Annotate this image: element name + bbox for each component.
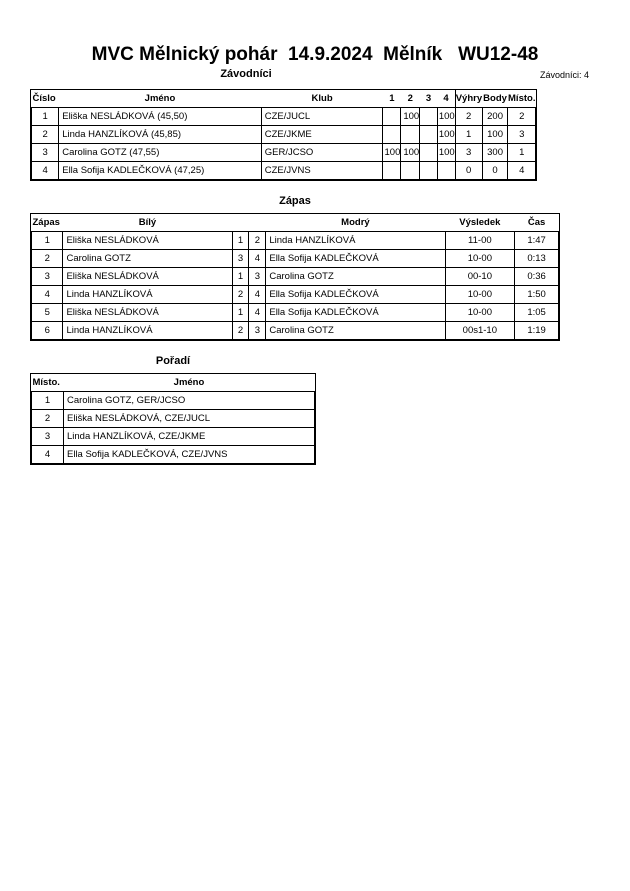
- table-row: [32, 268, 559, 286]
- blue-number: 4: [249, 250, 266, 268]
- white-competitor: Eliška NESLÁDKOVÁ: [63, 268, 232, 286]
- ranking-table: [31, 374, 315, 464]
- col-result: Výsledek: [445, 214, 515, 232]
- competitor-points: 300: [482, 144, 508, 162]
- round-4-score: 100: [437, 126, 455, 144]
- match-result: 11-00: [445, 232, 515, 250]
- round-3-score: [420, 108, 438, 126]
- table-row: [32, 108, 536, 126]
- match-time: 0:13: [515, 250, 559, 268]
- col-number: Číslo: [32, 90, 59, 108]
- match-result: 00s1-10: [445, 322, 515, 340]
- match-result: 00-10: [445, 268, 515, 286]
- blue-competitor: Ella Sofija KADLEČKOVÁ: [266, 286, 445, 304]
- rank-name: Ella Sofija KADLEČKOVÁ, CZE/JVNS: [63, 446, 314, 464]
- white-competitor: Eliška NESLÁDKOVÁ: [63, 232, 232, 250]
- competitor-club: GER/JCSO: [261, 144, 383, 162]
- round-4-score: 100: [437, 108, 455, 126]
- competitor-name: Eliška NESLÁDKOVÁ (45,50): [59, 108, 262, 126]
- col-blue: Modrý: [266, 214, 445, 232]
- col-white: Bílý: [63, 214, 232, 232]
- competitor-name: Carolina GOTZ (47,55): [59, 144, 262, 162]
- match-number: 5: [32, 304, 63, 322]
- match-result: 10-00: [445, 250, 515, 268]
- col-points: Body: [482, 90, 508, 108]
- white-number: 1: [232, 268, 249, 286]
- col-place: Místo.: [508, 90, 536, 108]
- round-4-score: 100: [437, 144, 455, 162]
- round-1-score: [383, 108, 401, 126]
- matches-heading: Zápas: [279, 195, 311, 207]
- competitor-number: 4: [32, 162, 59, 180]
- competitors-heading: Závodníci: [220, 68, 272, 80]
- competitor-points: 0: [482, 162, 508, 180]
- competitor-name: Linda HANZLÍKOVÁ (45,85): [59, 126, 262, 144]
- table-row: [32, 446, 315, 464]
- ranking-heading: Pořadí: [155, 355, 191, 367]
- col-name: Jméno: [63, 374, 314, 392]
- rank-place: 1: [32, 392, 64, 410]
- competitor-club: CZE/JKME: [261, 126, 383, 144]
- round-2-score: [401, 162, 420, 180]
- table-row: [32, 250, 559, 268]
- blue-competitor: Ella Sofija KADLEČKOVÁ: [266, 250, 445, 268]
- blue-competitor: Carolina GOTZ: [266, 268, 445, 286]
- rank-name: Carolina GOTZ, GER/JCSO: [63, 392, 314, 410]
- table-row: [32, 392, 315, 410]
- col-place: Místo.: [32, 374, 64, 392]
- col-name: Jméno: [59, 90, 262, 108]
- col-club: Klub: [261, 90, 383, 108]
- match-number: 4: [32, 286, 63, 304]
- table-row: [32, 162, 536, 180]
- round-2-score: 100: [401, 108, 420, 126]
- competitor-points: 200: [482, 108, 508, 126]
- match-number: 2: [32, 250, 63, 268]
- blue-competitor: Ella Sofija KADLEČKOVÁ: [266, 304, 445, 322]
- blue-number: 2: [249, 232, 266, 250]
- table-row: [32, 428, 315, 446]
- competitor-place: 2: [508, 108, 536, 126]
- competitors-header-row: [32, 90, 536, 108]
- col-round-3: 3: [420, 90, 438, 108]
- match-time: 0:36: [515, 268, 559, 286]
- rank-name: Linda HANZLÍKOVÁ, CZE/JKME: [63, 428, 314, 446]
- ranking-header-row: [32, 374, 315, 392]
- table-row: [32, 126, 536, 144]
- blue-competitor: Carolina GOTZ: [266, 322, 445, 340]
- competitor-place: 1: [508, 144, 536, 162]
- blue-number: 4: [249, 304, 266, 322]
- round-1-score: [383, 126, 401, 144]
- competitor-name: Ella Sofija KADLEČKOVÁ (47,25): [59, 162, 262, 180]
- rank-place: 3: [32, 428, 64, 446]
- white-number: 1: [232, 232, 249, 250]
- table-row: [32, 410, 315, 428]
- white-number: 2: [232, 322, 249, 340]
- match-number: 3: [32, 268, 63, 286]
- competitor-number: 1: [32, 108, 59, 126]
- rank-name: Eliška NESLÁDKOVÁ, CZE/JUCL: [63, 410, 314, 428]
- col-wins: Výhry: [455, 90, 482, 108]
- col-time: Čas: [515, 214, 559, 232]
- match-result: 10-00: [445, 286, 515, 304]
- blue-number: 4: [249, 286, 266, 304]
- rank-place: 2: [32, 410, 64, 428]
- matches-header-row: [32, 214, 559, 232]
- blue-number: 3: [249, 322, 266, 340]
- competitors-count: Závodníci: 4: [540, 70, 590, 80]
- blue-competitor: Linda HANZLÍKOVÁ: [266, 232, 445, 250]
- col-round-2: 2: [401, 90, 420, 108]
- round-3-score: [420, 126, 438, 144]
- col-round-4: 4: [437, 90, 455, 108]
- white-competitor: Eliška NESLÁDKOVÁ: [63, 304, 232, 322]
- competitor-wins: 3: [455, 144, 482, 162]
- round-1-score: 100: [383, 144, 401, 162]
- page-title: MVC Mělnický pohár 14.9.2024 Mělník WU12-48: [91, 44, 539, 65]
- match-time: 1:47: [515, 232, 559, 250]
- rank-place: 4: [32, 446, 64, 464]
- white-number: 2: [232, 286, 249, 304]
- competitor-wins: 1: [455, 126, 482, 144]
- table-row: [32, 144, 536, 162]
- match-result: 10-00: [445, 304, 515, 322]
- round-3-score: [420, 144, 438, 162]
- match-time: 1:50: [515, 286, 559, 304]
- competitor-wins: 0: [455, 162, 482, 180]
- white-number: 1: [232, 304, 249, 322]
- blue-number: 3: [249, 268, 266, 286]
- col-match: Zápas: [32, 214, 63, 232]
- match-time: 1:05: [515, 304, 559, 322]
- competitor-number: 3: [32, 144, 59, 162]
- match-number: 6: [32, 322, 63, 340]
- table-row: [32, 232, 559, 250]
- round-3-score: [420, 162, 438, 180]
- competitor-points: 100: [482, 126, 508, 144]
- col-round-1: 1: [383, 90, 401, 108]
- table-row: [32, 286, 559, 304]
- white-competitor: Carolina GOTZ: [63, 250, 232, 268]
- round-2-score: [401, 126, 420, 144]
- competitor-place: 3: [508, 126, 536, 144]
- competitor-wins: 2: [455, 108, 482, 126]
- match-time: 1:19: [515, 322, 559, 340]
- competitor-place: 4: [508, 162, 536, 180]
- match-number: 1: [32, 232, 63, 250]
- competitors-table: [31, 90, 536, 180]
- white-competitor: Linda HANZLÍKOVÁ: [63, 286, 232, 304]
- round-1-score: [383, 162, 401, 180]
- table-row: [32, 304, 559, 322]
- competitor-club: CZE/JVNS: [261, 162, 383, 180]
- round-2-score: 100: [401, 144, 420, 162]
- table-row: [32, 322, 559, 340]
- white-competitor: Linda HANZLÍKOVÁ: [63, 322, 232, 340]
- matches-table: [31, 214, 559, 340]
- white-number: 3: [232, 250, 249, 268]
- competitor-number: 2: [32, 126, 59, 144]
- competitor-club: CZE/JUCL: [261, 108, 383, 126]
- round-4-score: [437, 162, 455, 180]
